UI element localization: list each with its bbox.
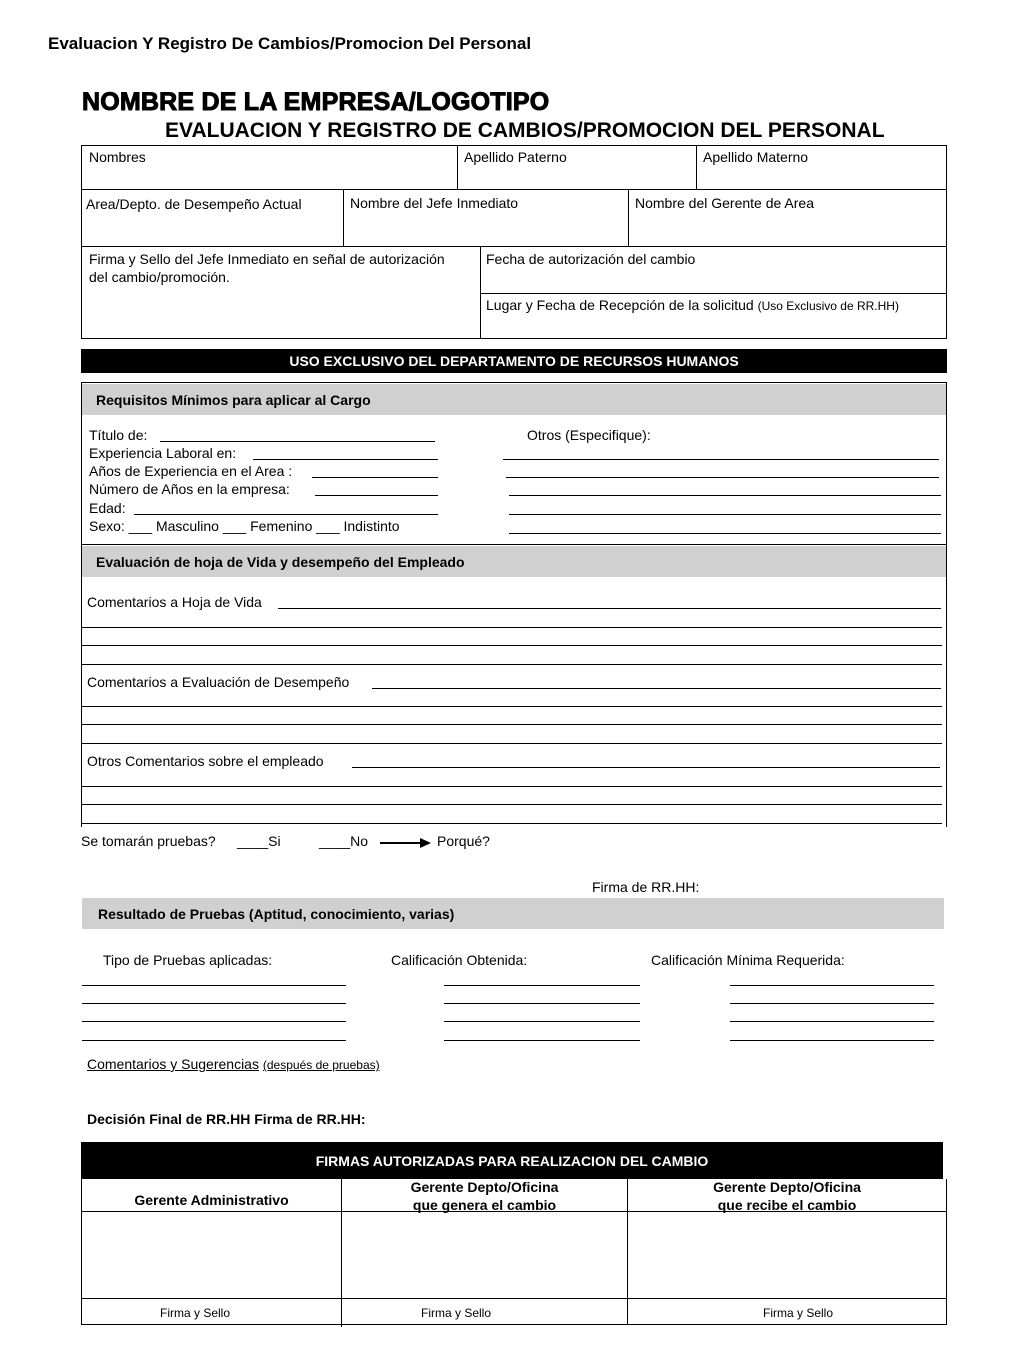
firma-sello-label-2: Firma y Sello <box>420 1306 491 1320</box>
fecha-autorizacion-field[interactable]: Fecha de autorización del cambio <box>486 251 696 267</box>
comentarios-hoja-vida-label: Comentarios a Hoja de Vida <box>87 594 262 610</box>
signature-area-recibe[interactable] <box>629 1213 945 1297</box>
firma-jefe-label-line2: del cambio/promoción. <box>89 269 230 285</box>
gerente-genera-header-line1: Gerente Depto/Oficina <box>410 1179 559 1195</box>
area-depto-field[interactable]: Area/Depto. de Desempeño Actual <box>86 196 302 212</box>
pruebas-si-option[interactable]: ____Si <box>237 833 281 849</box>
titulo-label: Título de: <box>89 427 148 443</box>
comentarios-sugerencias-label: Comentarios y Sugerencias <box>87 1056 259 1072</box>
arrow-right-icon <box>380 836 432 850</box>
comentarios-sugerencias-field[interactable] <box>87 1056 380 1072</box>
experiencia-label: Experiencia Laboral en: <box>89 445 237 461</box>
gerente-recibe-header-line1: Gerente Depto/Oficina <box>713 1179 861 1195</box>
despues-pruebas-note: (después de pruebas) <box>262 1058 380 1072</box>
porque-label: Porqué? <box>437 833 490 849</box>
firma-sello-label-3: Firma y Sello <box>762 1306 833 1320</box>
requisitos-heading: Requisitos Mínimos para aplicar al Cargo <box>82 384 946 415</box>
firmas-autorizadas-bar: FIRMAS AUTORIZADAS PARA REALIZACION DEL CAMBIO <box>81 1142 943 1179</box>
otros-comentarios-label: Otros Comentarios sobre el empleado <box>87 753 324 769</box>
firma-rrhh-label: Firma de RR.HH: <box>592 879 700 895</box>
firma-sello-label-1: Firma y Sello <box>159 1306 230 1320</box>
uso-exclusivo-note: (Uso Exclusivo de RR.HH) <box>757 299 899 313</box>
anos-area-label: Años de Experiencia en el Area : <box>89 463 293 479</box>
comentarios-desempeno-label: Comentarios a Evaluación de Desempeño <box>87 674 350 690</box>
evaluacion-heading: Evaluación de hoja de Vida y desempeño del Empleado <box>82 546 946 577</box>
pruebas-question: Se tomarán pruebas? <box>81 833 216 849</box>
form-title: EVALUACION Y REGISTRO DE CAMBIOS/PROMOCION DEL PERSONAL <box>165 119 885 142</box>
document-title: Evaluacion Y Registro De Cambios/Promocion Del Personal <box>48 34 532 53</box>
jefe-inmediato-field[interactable]: Nombre del Jefe Inmediato <box>350 195 519 211</box>
nombres-field[interactable]: Nombres <box>89 149 146 165</box>
calificacion-minima-label: Calificación Mínima Requerida: <box>651 952 845 968</box>
pruebas-no-option[interactable]: ____No <box>319 833 369 849</box>
gerente-administrativo-header: Gerente Administrativo <box>134 1192 289 1208</box>
gerente-recibe-header-line2: que recibe el cambio <box>717 1197 857 1213</box>
signature-area-admin[interactable] <box>83 1213 340 1297</box>
otros-especifique-label: Otros (Especifique): <box>527 427 651 443</box>
resultado-heading: Resultado de Pruebas (Aptitud, conocimiento, varias) <box>82 898 944 929</box>
decision-final-label: Decisión Final de RR.HH Firma de RR.HH: <box>87 1111 366 1127</box>
gerente-area-field[interactable]: Nombre del Gerente de Area <box>635 195 814 211</box>
company-name-logo: NOMBRE DE LA EMPRESA/LOGOTIPO <box>82 88 550 116</box>
sexo-options[interactable]: Sexo: ___ Masculino ___ Femenino ___ Indistinto <box>89 518 400 534</box>
signature-area-genera[interactable] <box>343 1213 626 1297</box>
apellido-paterno-field[interactable]: Apellido Paterno <box>464 149 567 165</box>
firma-jefe-label-line1: Firma y Sello del Jefe Inmediato en señal de autorización <box>89 251 445 267</box>
lugar-fecha-field[interactable] <box>486 297 899 313</box>
calificacion-obtenida-label: Calificación Obtenida: <box>391 952 528 968</box>
lugar-fecha-label: Lugar y Fecha de Recepción de la solicitud <box>486 297 754 313</box>
apellido-materno-field[interactable]: Apellido Materno <box>703 149 809 165</box>
gerente-genera-header-line2: que genera el cambio <box>412 1197 557 1213</box>
tipo-pruebas-label: Tipo de Pruebas aplicadas: <box>103 952 273 968</box>
rrhh-exclusive-bar: USO EXCLUSIVO DEL DEPARTAMENTO DE RECURSOS HUMANOS <box>81 349 947 373</box>
anos-empresa-label: Número de Años en la empresa: <box>89 481 290 497</box>
edad-label: Edad: <box>89 500 126 516</box>
